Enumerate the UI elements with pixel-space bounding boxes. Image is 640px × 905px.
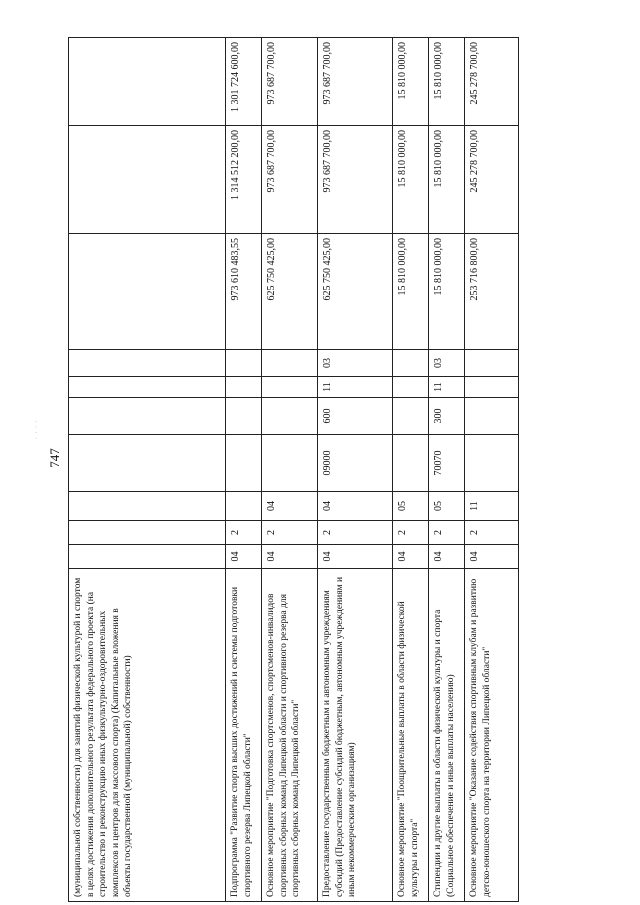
amount-year-1: 15 810 000,00 xyxy=(393,234,429,350)
code-cell-6 xyxy=(393,377,429,398)
code-cell-2: 2 xyxy=(465,521,519,545)
code-cell-5: 600 xyxy=(318,398,393,435)
code-cell-2: 2 xyxy=(393,521,429,545)
amount-year-2 xyxy=(69,126,226,234)
code-cell-1: 04 xyxy=(262,545,318,569)
code-cell-2: 2 xyxy=(226,521,262,545)
code-cell-3 xyxy=(69,492,226,521)
code-cell-7: 03 xyxy=(318,350,393,377)
code-cell-7 xyxy=(465,350,519,377)
code-cell-5: 300 xyxy=(429,398,465,435)
code-cell-3 xyxy=(226,492,262,521)
amount-year-2: 15 810 000,00 xyxy=(429,126,465,234)
code-cell-3: 05 xyxy=(429,492,465,521)
amount-year-3: 15 810 000,00 xyxy=(429,38,465,126)
amount-year-1: 973 610 483,55 xyxy=(226,234,262,350)
code-cell-3: 04 xyxy=(318,492,393,521)
code-cell-3: 05 xyxy=(393,492,429,521)
table-row xyxy=(69,38,226,902)
table-row xyxy=(429,38,465,902)
row-name-cell: Предоставление государственным бюджетным и автономным учреждениям субсидий (Предоставление субсидий бюджетным, автономным учреждениям и иным некоммерческим организациям) xyxy=(318,569,393,902)
rotated-table-frame xyxy=(68,38,492,902)
code-cell-2: 2 xyxy=(318,521,393,545)
page-number: 747 xyxy=(47,448,62,468)
row-name-cell: (муниципальной собственности) для занятий физической культурой и спортом в целях достижения дополнительного результата федерального проекта (на строительство и реконструкцию иных физкультурно-оздоровительных комплексов и центров для массового спорта) (Капитальные вложения в объекты государственной (муниципальной) собственности) xyxy=(69,569,226,902)
code-cell-1: 04 xyxy=(465,545,519,569)
table-row xyxy=(465,38,519,902)
code-cell-1: 04 xyxy=(393,545,429,569)
code-cell-7 xyxy=(69,350,226,377)
code-cell-5 xyxy=(226,398,262,435)
table-row xyxy=(318,38,393,902)
amount-year-2: 973 687 700,00 xyxy=(262,126,318,234)
code-cell-4 xyxy=(393,435,429,492)
row-name-cell: Основное мероприятие "Подготовка спортсменов, спортсменов-инвалидов спортивных сборных команд Липецкой области и спортивного резерва для спортивных сборных команд Липецкой области" xyxy=(262,569,318,902)
table-row xyxy=(262,38,318,902)
code-cell-5 xyxy=(393,398,429,435)
code-cell-2: 2 xyxy=(429,521,465,545)
code-cell-4: 09000 xyxy=(318,435,393,492)
code-cell-3: 11 xyxy=(465,492,519,521)
amount-year-2: 15 810 000,00 xyxy=(393,126,429,234)
amount-year-1 xyxy=(69,234,226,350)
amount-year-3: 245 278 700,00 xyxy=(465,38,519,126)
code-cell-6 xyxy=(465,377,519,398)
code-cell-6: 11 xyxy=(429,377,465,398)
amount-year-3 xyxy=(69,38,226,126)
row-name-cell: Основное мероприятие "Поощрительные выплаты в области физической культуры и спорта" xyxy=(393,569,429,902)
code-cell-7: 03 xyxy=(429,350,465,377)
row-name-cell: Основное мероприятие "Оказание содействия спортивным клубам и развитию детско-юношеского спорта на территории Липецкой области" xyxy=(465,569,519,902)
code-cell-1: 04 xyxy=(429,545,465,569)
amount-year-3: 1 301 724 600,00 xyxy=(226,38,262,126)
amount-year-3: 15 810 000,00 xyxy=(393,38,429,126)
code-cell-4 xyxy=(226,435,262,492)
amount-year-3: 973 687 700,00 xyxy=(318,38,393,126)
table-row xyxy=(393,38,429,902)
code-cell-6 xyxy=(69,377,226,398)
code-cell-5 xyxy=(262,398,318,435)
code-cell-7 xyxy=(262,350,318,377)
table-row xyxy=(226,38,262,902)
amount-year-2: 1 314 512 200,00 xyxy=(226,126,262,234)
code-cell-7 xyxy=(393,350,429,377)
code-cell-3: 04 xyxy=(262,492,318,521)
amount-year-1: 625 750 425,00 xyxy=(318,234,393,350)
amount-year-1: 625 750 425,00 xyxy=(262,234,318,350)
budget-table xyxy=(68,37,519,902)
code-cell-5 xyxy=(69,398,226,435)
amount-year-3: 973 687 700,00 xyxy=(262,38,318,126)
amount-year-1: 15 810 000,00 xyxy=(429,234,465,350)
code-cell-5 xyxy=(465,398,519,435)
code-cell-6 xyxy=(262,377,318,398)
code-cell-1 xyxy=(69,545,226,569)
code-cell-2: 2 xyxy=(262,521,318,545)
code-cell-2 xyxy=(69,521,226,545)
amount-year-1: 253 716 800,00 xyxy=(465,234,519,350)
code-cell-7 xyxy=(226,350,262,377)
code-cell-4 xyxy=(465,435,519,492)
code-cell-6: 11 xyxy=(318,377,393,398)
code-cell-1: 04 xyxy=(226,545,262,569)
amount-year-2: 973 687 700,00 xyxy=(318,126,393,234)
code-cell-1: 04 xyxy=(318,545,393,569)
code-cell-4 xyxy=(262,435,318,492)
scan-stamp-mark: · · · · xyxy=(34,419,40,439)
code-cell-4 xyxy=(69,435,226,492)
row-name-cell: Стипендии и другие выплаты в области физической культуры и спорта (Социальное обеспечение и иные выплаты населению) xyxy=(429,569,465,902)
rotated-table-area xyxy=(68,38,492,902)
code-cell-6 xyxy=(226,377,262,398)
amount-year-2: 245 278 700,00 xyxy=(465,126,519,234)
row-name-cell: Подпрограмма "Развитие спорта высших достижений и системы подготовки спортивного резерва Липецкой области" xyxy=(226,569,262,902)
code-cell-4: 70070 xyxy=(429,435,465,492)
